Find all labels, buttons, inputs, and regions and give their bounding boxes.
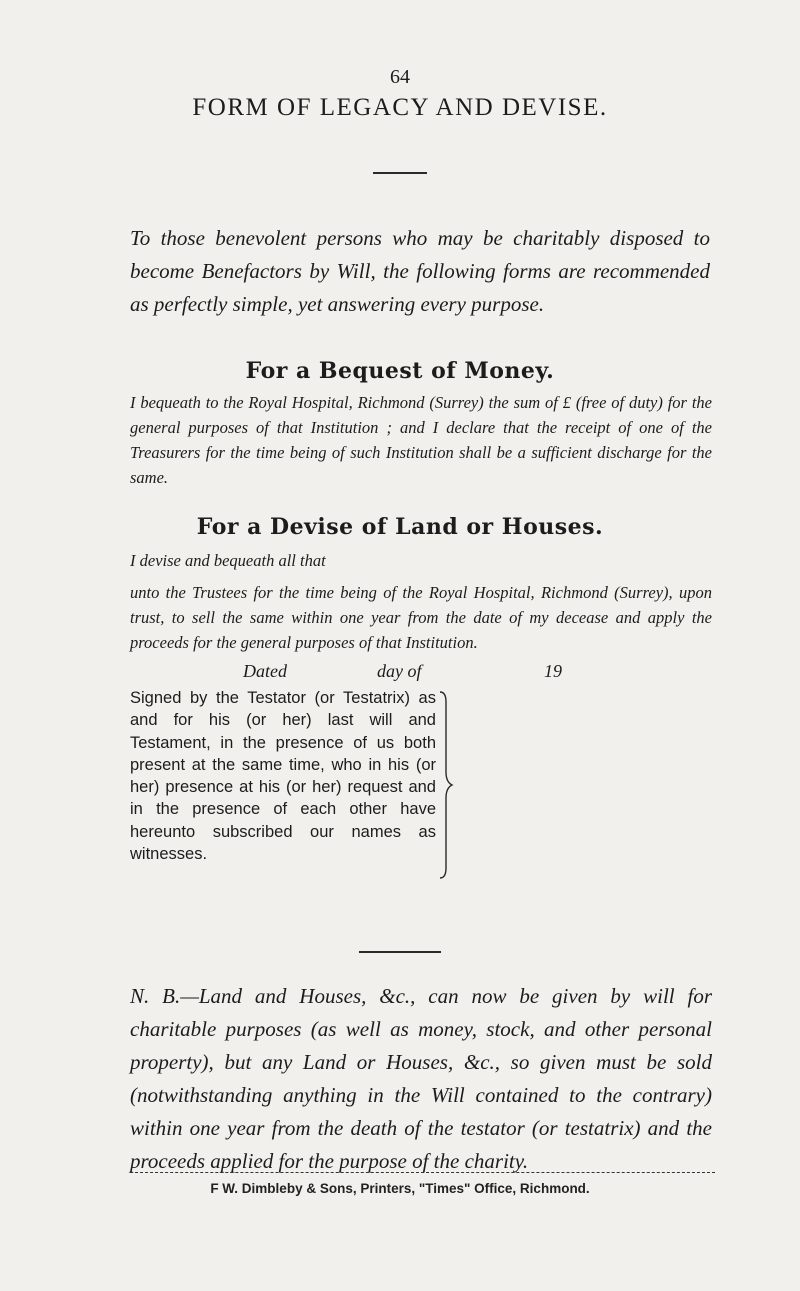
nota-bene-paragraph: N. B.—Land and Houses, &c., can now be given by will for charitable purposes (as well as money, stock, and other personal property), but any Land or Houses, &c., so given must be sold (notwithstanding anything in the Will contained to the contrary) within one year from the death of the testator (or testatrix) and the proceeds applied for the purpose of the charity. [130,984,712,1173]
devise-text: unto the Trustees for the time being of the Royal Hospital, Richmond (Surrey), upon trust, to sell the same within one year from the date of my decease and apply the proceeds for the general purposes of that Institution. [130,583,712,652]
year-label: 19 [544,661,562,681]
bequest-heading: For a Bequest of Money. [245,358,555,384]
page-number: 64 [390,66,410,88]
bequest-text: I bequeath to the Royal Hospital, Richmond (Surrey) the sum of £ (free of duty) for the general purposes of that Institution ; and I declare that the receipt of one of the Treasurers for the time being of such Institution shall be a sufficient discharge for the same. [130,393,712,487]
brace-bracket [436,690,456,880]
footer-divider [130,1172,715,1173]
devise-opening: I devise and bequeath all that [130,551,326,570]
section-divider [359,951,441,953]
printer-imprint: F W. Dimbleby & Sons, Printers, "Times" Office, Richmond. [210,1181,590,1196]
intro-paragraph: To those benevolent persons who may be charitably disposed to become Benefactors by Will, the following forms are recommended as perfectly simple, yet answering every purpose. [130,226,710,316]
attestation-clause: Signed by the Testator (or Testatrix) as and for his (or her) last will and Testament, in the presence of us both present at the same time, who in his (or her) presence at his (or her) request and in the presence of each other have hereunto subscribed our names as witnesses. [130,689,436,864]
document-title: FORM OF LEGACY AND DEVISE. [192,94,608,121]
day-of-label: day of [377,661,422,681]
title-divider [373,172,427,174]
devise-heading: For a Devise of Land or Houses. [196,514,604,540]
dated-label: Dated [243,661,287,681]
